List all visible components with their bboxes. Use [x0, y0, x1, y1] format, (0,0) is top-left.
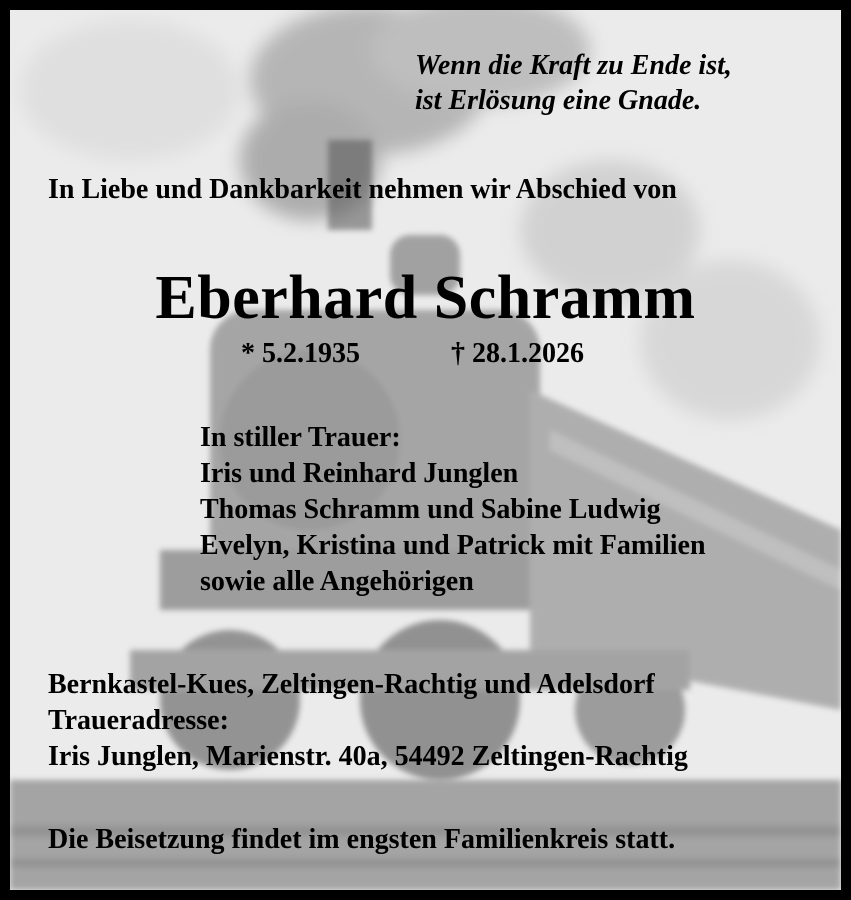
mourner-line: sowie alle Angehörigen [200, 566, 474, 597]
motto-line-1: Wenn die Kraft zu Ende ist, [415, 50, 732, 81]
mourner-line: Iris und Reinhard Junglen [200, 458, 519, 489]
mourners-heading: In stiller Trauer: [200, 422, 401, 453]
deceased-name: Eberhard Schramm [155, 264, 696, 332]
farewell-intro: In Liebe und Dankbarkeit nehmen wir Abschied von [48, 174, 677, 205]
motto-line-2: ist Erlösung eine Gnade. [415, 85, 702, 116]
motto-verse [415, 48, 732, 118]
address-block [48, 667, 688, 775]
burial-note: Die Beisetzung findet im engsten Familienkreis statt. [48, 824, 676, 855]
birth-date: * 5.2.1935 [241, 338, 360, 369]
mourner-line: Evelyn, Kristina und Patrick mit Familien [200, 530, 706, 561]
death-date: † 28.1.2026 [451, 338, 584, 369]
places: Bernkastel-Kues, Zeltingen-Rachtig und Adelsdorf [48, 669, 655, 700]
address-value: Iris Junglen, Marienstr. 40a, 54492 Zeltingen-Rachtig [48, 741, 688, 772]
mourner-line: Thomas Schramm und Sabine Ludwig [200, 494, 661, 525]
address-label: Traueradresse: [48, 705, 229, 736]
mourners-list [200, 420, 706, 600]
